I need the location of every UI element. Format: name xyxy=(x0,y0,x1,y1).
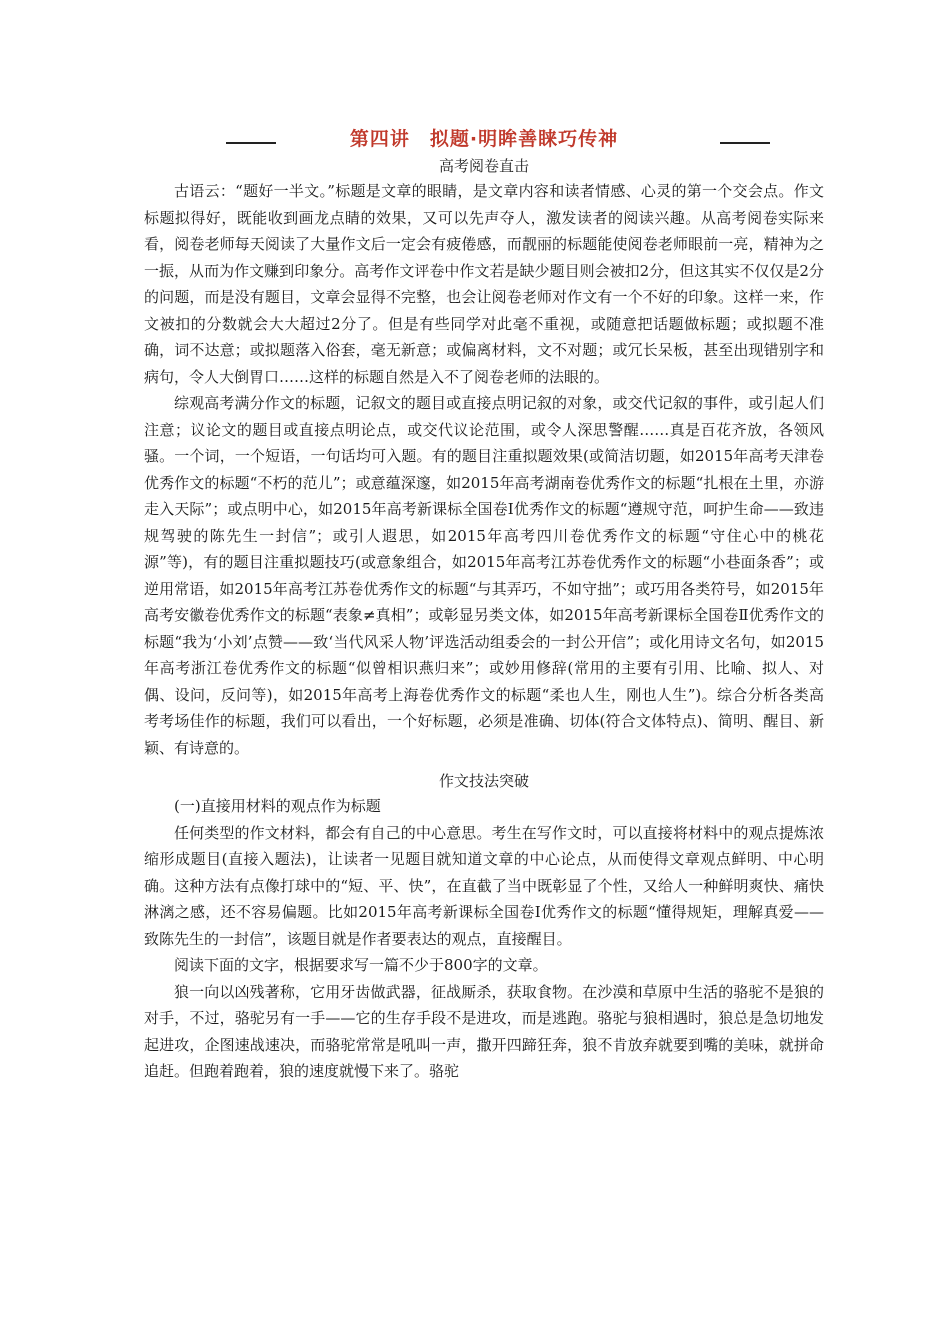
paragraph: 任何类型的作文材料，都会有自己的中心意思。考生在写作文时，可以直接将材料中的观点提炼浓缩形成题目(直接入题法)，让读者一见题目就知道文章的中心论点，从而使得文章观点鲜明、中心明确。这种方法有点像打球中的“短、平、快”，在直截了当中既彰显了个性，又给人一种鲜明爽快、痛快淋漓之感，还不容易偏题。比如2015年高考新课标全国卷Ⅰ优秀作文的标题“懂得规矩，理解真爱——致陈先生的一封信”，该题目就是作者要表达的观点，直接醒目。 xyxy=(144,823,824,948)
paragraph: 综观高考满分作文的标题，记叙文的题目或直接点明记叙的对象，或交代记叙的事件，或引起人们注意；议论文的题目或直接点明论点，或交代议论范围，或令人深思警醒……真是百花齐放，各领风骚。一个词，一个短语，一句话均可入题。有的题目注重拟题效果(或简洁切题，如2015年高考天津卷优秀作文的标题“不朽的范儿”；或意蕴深邃，如2015年高考湖南卷优秀作文的标题“扎根在土里，亦游走入天际”；或点明中心，如2015年高考新课标全国卷Ⅰ优秀作文的标题“遵规守范，呵护生命——致违规驾驶的陈先生一封信”；或引人遐思，如2015年高考四川卷优秀作文的标题“守住心中的桃花源”等)，有的题目注重拟题技巧(或意象组合，如2015年高考江苏卷优秀作文的标题“小巷面条香”；或逆用常语，如2015年高考江苏卷优秀作文的标题“与其弄巧，不如守拙”；或巧用各类符号，如2015年高考安徽卷优秀作文的标题“表象≠真相”；或彰显另类文体，如2015年高考新课标全国卷Ⅱ优秀作文的标题“我为‘小刘’点赞——致‘当代风采人物’评选活动组委会的一封公开信”；或化用诗文名句，如2015年高考浙江卷优秀作文的标题“似曾相识燕归来”；或妙用修辞(常用的主要有引用、比喻、拟人、对偶、设问，反问等)，如2015年高考上海卷优秀作文的标题“柔也人生，刚也人生”)。综合分析各类高考考场佳作的标题，我们可以看出，一个好标题，必须是准确、切体(符合文体特点)、简明、醒目、新颖、有诗意的。 xyxy=(144,394,824,757)
page-title: 第四讲 拟题·明眸善睐巧传神 xyxy=(349,128,619,150)
section-heading-exam-review: 高考阅卷直击 xyxy=(438,157,529,175)
section-heading-techniques: 作文技法突破 xyxy=(438,772,529,790)
paragraph: 阅读下面的文字，根据要求写一篇不少于800字的文章。 xyxy=(174,956,548,974)
subsection-heading: (一)直接用材料的观点作为标题 xyxy=(174,797,381,815)
paragraph: 古语云：“题好一半文。”标题是文章的眼睛，是文章内容和读者情感、心灵的第一个交会点。作文标题拟得好，既能收到画龙点睛的效果，又可以先声夺人，激发读者的阅读兴趣。从高考阅卷实际来看，阅卷老师每天阅读了大量作文后一定会有疲倦感，而靓丽的标题能使阅卷老师眼前一亮，精神为之一振，从而为作文赚到印象分。高考作文评卷中作文若是缺少题目则会被扣2分，但这其实不仅仅是2分的问题，而是没有题目，文章会显得不完整，也会让阅卷老师对作文有一个不好的印象。这样一来，作文被扣的分数就会大大超过2分了。但是有些同学对此毫不重视，或随意把话题做标题；或拟题不准确，词不达意；或拟题落入俗套，毫无新意；或偏离材料，文不对题；或冗长呆板，甚至出现错别字和病句，令人大倒胃口……这样的标题自然是入不了阅卷老师的法眼的。 xyxy=(144,182,824,386)
paragraph: 狼一向以凶残著称，它用牙齿做武器，征战厮杀，获取食物。在沙漠和草原中生活的骆驼不是狼的对手，不过，骆驼另有一手——它的生存手段不是进攻，而是逃跑。骆驼与狼相遇时，狼总是急切地发起进攻，企图速战速决，而骆驼常常是吼叫一声，撒开四蹄狂奔，狼不肯放弃就要到嘴的美味，就拼命追赶。但跑着跑着，狼的速度就慢下来了。骆驼 xyxy=(144,982,824,1080)
title-right-rule xyxy=(720,142,770,144)
title-row xyxy=(144,118,824,154)
document-page xyxy=(144,118,824,1085)
